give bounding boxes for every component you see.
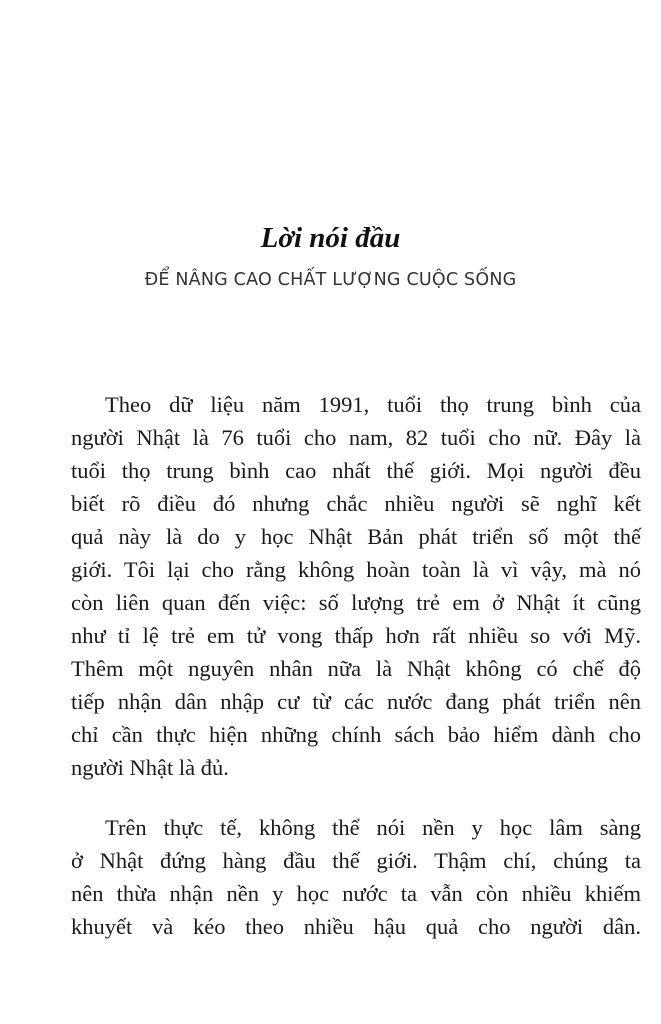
text-line: giới. Tôi lại cho rằng không hoàn toàn là vì vậy, mà nó <box>71 557 641 582</box>
chapter-subtitle: ĐỂ NÂNG CAO CHẤT LƯỢNG CUỘC SỐNG <box>144 270 517 290</box>
text-line: Thêm một nguyên nhân nữa là Nhật không có chế độ <box>71 656 641 681</box>
text-line: ở Nhật đứng hàng đầu thế giới. Thậm chí, chúng ta <box>71 848 641 873</box>
chapter-title: Lời nói đầu <box>260 222 401 254</box>
text-line: biết rõ điều đó nhưng chắc nhiều người sẽ nghĩ kết <box>71 491 641 516</box>
text-line: chỉ cần thực hiện những chính sách bảo hiểm dành cho <box>71 722 641 747</box>
text-line: tiếp nhận dân nhập cư từ các nước đang phát triển nên <box>71 689 641 714</box>
text-line: Theo dữ liệu năm 1991, tuổi thọ trung bình của <box>105 392 641 417</box>
paragraph-2 <box>71 811 641 943</box>
text-line: khuyết và kéo theo nhiều hậu quả cho người dân. <box>71 914 641 939</box>
text-line: tuổi thọ trung bình cao nhất thế giới. Mọi người đều <box>71 458 641 483</box>
text-line: người Nhật là đủ. <box>71 755 229 780</box>
paragraph-1 <box>71 388 641 784</box>
text-line: Trên thực tế, không thể nói nền y học lâm sàng <box>105 815 641 840</box>
text-line: còn liên quan đến việc: số lượng trẻ em ở Nhật ít cũng <box>71 590 641 615</box>
text-line: nên thừa nhận nền y học nước ta vẫn còn nhiều khiếm <box>71 881 641 906</box>
text-line: người Nhật là 76 tuổi cho nam, 82 tuổi cho nữ. Đây là <box>71 425 641 450</box>
text-line: như tỉ lệ trẻ em tử vong thấp hơn rất nhiều so với Mỹ. <box>71 623 641 648</box>
text-line: quả này là do y học Nhật Bản phát triển số một thế <box>71 524 641 549</box>
